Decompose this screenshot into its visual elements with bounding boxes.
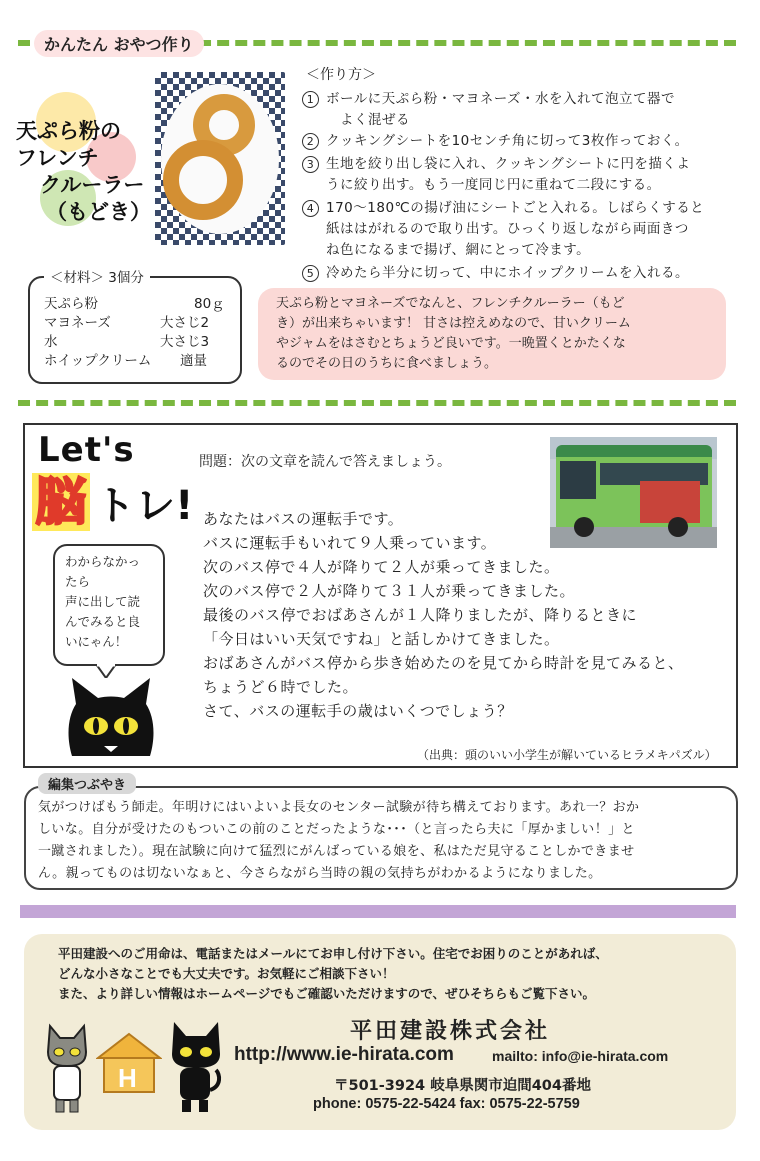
bubble-line: わからなかっ: [65, 554, 141, 569]
step-line: よく混ぜる: [340, 112, 410, 128]
step-number: 3: [302, 156, 319, 173]
story-line: バスに運転手もいれて９人乗っています。: [203, 534, 497, 552]
story-line: 次のバス停で４人が降りて２人が乗ってきました。: [203, 558, 560, 576]
step-text: [326, 131, 689, 152]
step-line: 生地を絞り出し袋に入れ、クッキングシートに円を描くよ: [326, 156, 691, 172]
step-line: 冷めたら半分に切って、中にホイップクリームを入れる。: [326, 265, 690, 281]
material-amount: 大さじ2: [160, 315, 210, 331]
nou-tore-title: [32, 474, 193, 531]
story-line: さて、バスの運転手の歳はいくつでしょう？: [203, 702, 513, 720]
bubble-line: たら: [65, 574, 91, 589]
step-number: 1: [302, 91, 319, 108]
step-line: 170～180℃の揚げ油にシートごと入れる。しばらくすると: [326, 200, 705, 216]
materials-row: [44, 333, 234, 352]
purple-divider: [20, 905, 736, 918]
story-line: おばあさんがバス停から歩き始めたのを見てから時計を見てみると、: [203, 654, 684, 672]
editor-line: ん。親ってものは切ないなぁと、今さらながら当時の親の気持ちがわかるようになりました。: [38, 866, 602, 881]
step-number: 4: [302, 200, 319, 217]
recipe-title-line: フレンチ: [16, 146, 99, 170]
step-text: [326, 89, 675, 131]
email-link[interactable]: mailto: info@ie-hirata.com: [492, 1048, 669, 1064]
material-amount: 適量: [180, 353, 207, 369]
story-text: [203, 507, 723, 723]
materials-heading: ＜材料＞ 3個分: [44, 266, 150, 286]
note-line: 天ぷら粉とマヨネーズでなんと、フレンチクルーラー（もど: [276, 296, 625, 311]
note-line: やジャムをはさむとちょうど良いです。一晩置くとかたくな: [276, 336, 626, 351]
bubble-line: いにゃん！: [65, 634, 128, 649]
story-line: 次のバス停で２人が降りて３１人が乗ってきました。: [203, 582, 576, 600]
step-line: 紙ははがれるので取り出す。ひっくり返しながら両面きつ: [326, 221, 689, 237]
materials-row: [44, 352, 234, 371]
lets-title: Let's: [38, 430, 135, 470]
recipe-note: [258, 288, 726, 380]
material-name: ホイップクリーム: [44, 353, 152, 369]
recipe-title: [16, 118, 156, 226]
bubble-line: んでみると良: [65, 614, 141, 629]
question-text: 問題：次の文章を読んで答えましょう。: [199, 454, 451, 470]
section-label: かんたん おやつ作り: [34, 30, 204, 57]
footer-line: どんな小さなことでも大丈夫です。お気軽にご相談下さい！: [58, 966, 395, 981]
materials-row: [44, 295, 234, 314]
note-line: るのでその日のうちに食べましょう。: [276, 356, 498, 371]
story-line: 最後のバス停でおばあさんが１人降りましたが、降りるときに: [203, 606, 638, 624]
recipe-title-line: 天ぷら粉の: [16, 119, 121, 143]
step-text: [326, 154, 690, 196]
tore-text: トレ!: [95, 483, 194, 529]
company-phone: phone: 0575-22-5424 fax: 0575-22-5759: [313, 1096, 580, 1112]
recipe-title-line: クルーラー: [40, 173, 145, 197]
material-name: 水: [44, 334, 58, 350]
material-amount: 大さじ3: [160, 334, 210, 350]
black-cat-mascot-icon: [168, 1020, 224, 1114]
recipe-title-line: （もどき）: [46, 200, 151, 224]
step-text: [326, 263, 689, 284]
footer-line: 平田建設へのご用命は、電話またはメールにてお申し付け下さい。住宅でお困りのことがあれば、: [58, 946, 608, 961]
speech-bubble: [53, 544, 165, 666]
note-line: き）が出来ちゃいます！ 甘さは控えめなので、甘いクリーム: [276, 316, 631, 331]
nou-char: 脳: [32, 473, 90, 531]
step-number: 5: [302, 265, 319, 282]
step-number: 2: [302, 133, 319, 150]
cruller-bottom: [163, 140, 243, 220]
story-line: あなたはバスの運転手です。: [203, 510, 404, 528]
middle-divider: [18, 400, 736, 406]
svg-text:H: H: [118, 1063, 137, 1093]
black-cat-icon: [64, 676, 158, 758]
house-logo-icon: [96, 1032, 162, 1094]
editor-line: しいな。自分が受けたのもついこの前のことだったような･･･（と言ったら夫に「厚かましい！」と: [38, 822, 635, 837]
bus-window-front: [560, 461, 596, 499]
steps-heading: ＜作り方＞: [306, 67, 376, 83]
source-credit: （出典：頭のいい小学生が解いているヒラメキパズル）: [417, 748, 717, 762]
story-line: 「今日はいい天気ですね」と話しかけてきました。: [203, 630, 560, 648]
step-text: [326, 198, 704, 261]
step-line: うに絞り出す。もう一度同じ円に重ねて二段にする。: [326, 177, 661, 193]
step-line: クッキングシートを10センチ角に切って3枚作っておく。: [326, 133, 689, 149]
editor-box: [24, 786, 738, 890]
materials-row: [44, 314, 234, 333]
company-address: 〒501-3924 岐阜県関市迫間404番地: [334, 1078, 591, 1094]
editor-line: 一蹴されました）。現在試験に向けて猛烈にがんばっている娘を、私はただ見守ることしかできませ: [38, 844, 635, 859]
bubble-line: 声に出して読: [65, 594, 141, 609]
website-link[interactable]: http://www.ie-hirata.com: [234, 1044, 454, 1065]
material-name: 天ぷら粉: [44, 296, 98, 312]
editor-tag: 編集つぶやき: [38, 773, 136, 794]
step-line: ボールに天ぷら粉・マヨネーズ・水を入れて泡立て器で: [326, 91, 676, 107]
material-name: マヨネーズ: [44, 315, 111, 331]
footer-line: また、より詳しい情報はホームページでもご確認いただけますので、ぜひそちらもご覧下さい。: [58, 986, 596, 1001]
step-line: ね色になるまで揚げ、網にとって冷ます。: [326, 242, 591, 258]
story-line: ちょうど６時でした。: [203, 678, 359, 696]
cruller-photo: [155, 72, 285, 245]
material-amount: 80ｇ: [194, 296, 225, 312]
editor-line: 気がつけばもう師走。年明けにはいよいよ長女のセンター試験が待ち構えております。あれ一？おか: [38, 800, 640, 815]
tabby-cat-icon: [44, 1022, 90, 1114]
company-name: 平田建設株式会社: [350, 1019, 551, 1044]
